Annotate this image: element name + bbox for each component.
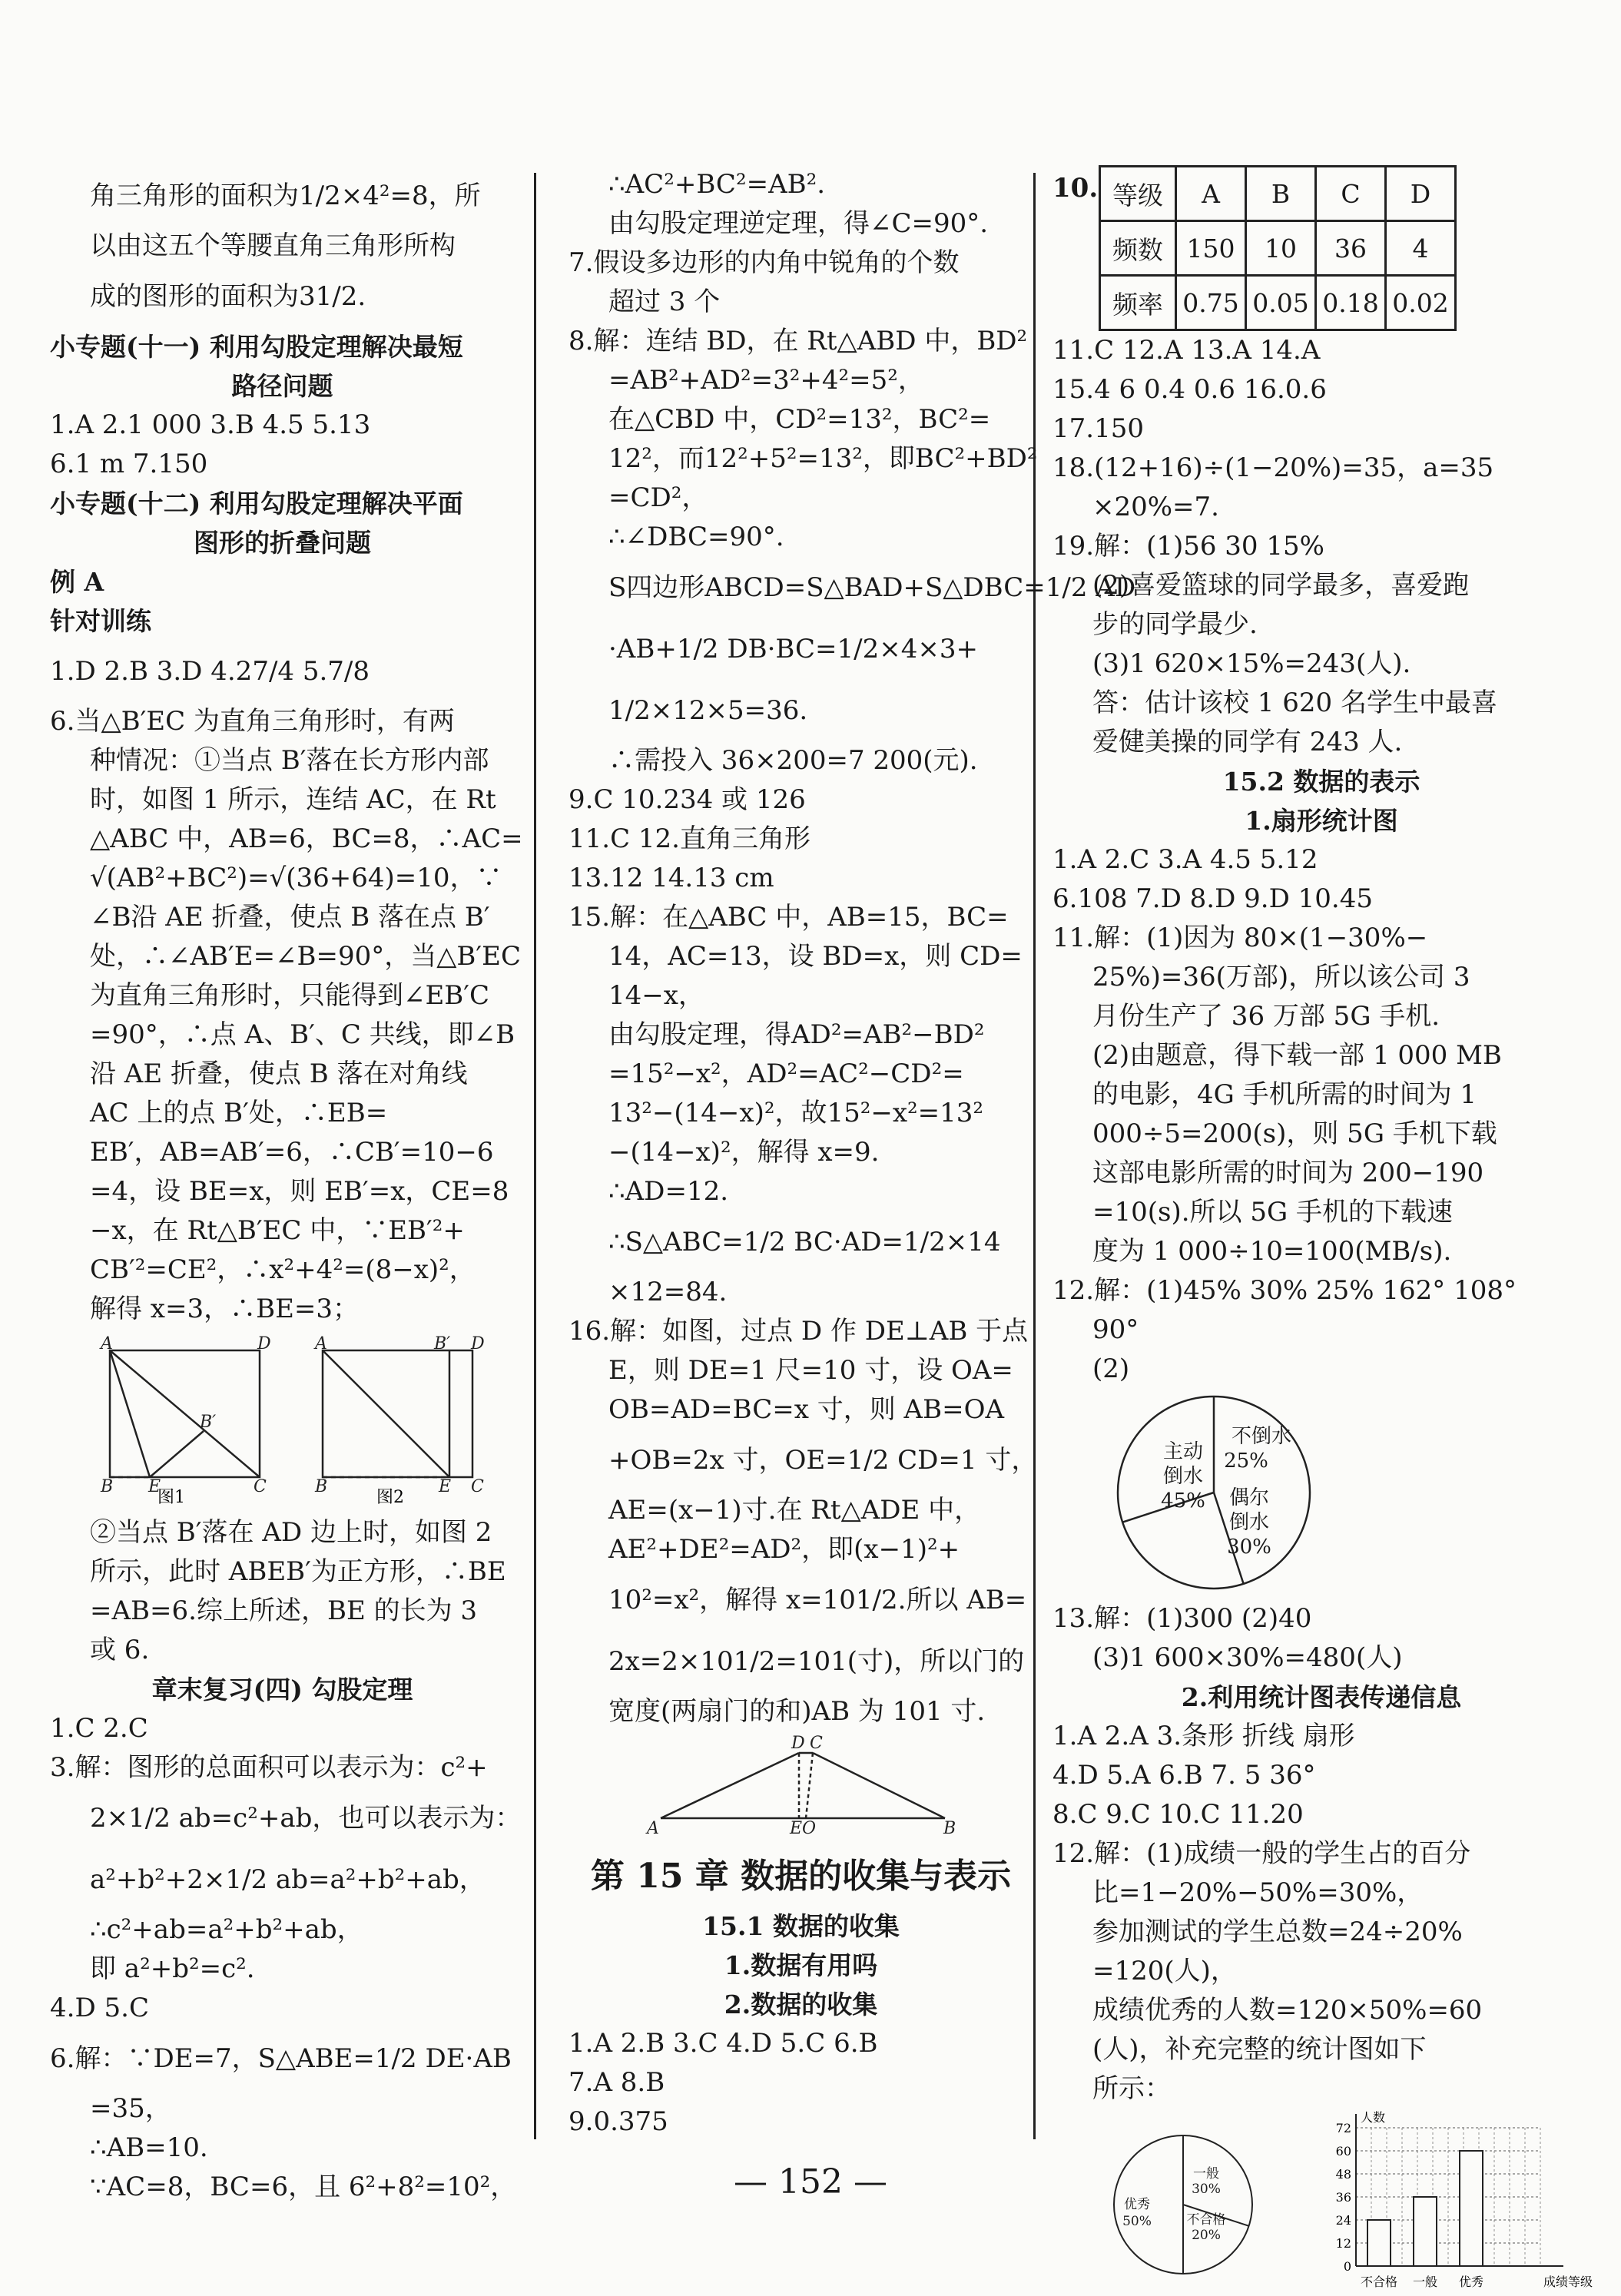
- pie-label: 30%: [1192, 2182, 1221, 2197]
- frequency-table: [1099, 165, 1457, 331]
- text-line: 超过 3 个: [608, 287, 721, 317]
- text-line: =35，: [90, 2093, 171, 2124]
- table-cell: 频数: [1100, 221, 1176, 276]
- text-line: 处，∴∠AB′E=∠B=90°，当△B′EC: [90, 941, 521, 972]
- answer-line: 11.C 12.直角三角形: [569, 823, 810, 854]
- y-tick-label: 60: [1335, 2144, 1351, 2159]
- section-heading: 15.2 数据的表示: [1222, 767, 1420, 797]
- answer-line: 17.150: [1052, 413, 1144, 444]
- answer-line: 1.A 2.C 3.A 4.5 5.12: [1052, 844, 1318, 875]
- text-line: (3)1 620×15%=243(人).: [1092, 648, 1411, 679]
- section-heading: 小专题(十二) 利用勾股定理解决平面: [50, 489, 463, 519]
- text-line: ∴c²+ab=a²+b²+ab，: [90, 1914, 363, 1945]
- text-line: ∠B沿 AE 折叠，使点 B 落在点 B′: [90, 902, 490, 933]
- answer-line: 13.12 14.13 cm: [569, 863, 774, 893]
- answer-line: 1.C 2.C: [50, 1713, 148, 1744]
- y-tick-label: 12: [1335, 2236, 1351, 2251]
- svg-text:B′: B′: [200, 1413, 217, 1432]
- text-line: 比=1−20%−50%=30%，: [1092, 1877, 1424, 1908]
- text-line: 6.解：∵DE=7，S△ABE=1/2 DE·AB: [50, 2043, 512, 2074]
- svg-text:B: B: [315, 1477, 328, 1496]
- text-line: (2): [1092, 1353, 1130, 1384]
- text-line: 为直角三角形时，只能得到∠EB′C: [90, 980, 490, 1011]
- text-line: 种情况：①当点 B′落在长方形内部: [90, 745, 489, 776]
- answer-line: 9.0.375: [569, 2106, 668, 2137]
- pie-label: 优秀: [1124, 2197, 1150, 2212]
- text-line: 13.解：(1)300 (2)40: [1052, 1603, 1312, 1634]
- section-heading: 章末复习(四) 勾股定理: [151, 1675, 413, 1705]
- table-header-cell: 等级: [1100, 167, 1176, 221]
- text-line: 时，如图 1 所示，连结 AC，在 Rt: [90, 784, 496, 815]
- text-line: 19.解：(1)56 30 15%: [1052, 531, 1324, 562]
- x-tick-label: 一般: [1412, 2274, 1438, 2289]
- table-cell: 10: [1246, 221, 1316, 276]
- text-line: =CD²，: [608, 482, 708, 513]
- text-line: 在△CBD 中，CD²=13²，BC²=: [608, 404, 991, 435]
- text-line: 18.(12+16)÷(1−20%)=35，a=35: [1052, 452, 1494, 483]
- section-heading: 小专题(十一) 利用勾股定理解决最短: [50, 332, 463, 362]
- bar: [1414, 2197, 1437, 2266]
- table-cell: 0.02: [1386, 276, 1456, 330]
- answer-line: 15.4 6 0.4 0.6 16.0.6: [1052, 374, 1327, 405]
- text-line: 步的同学最少.: [1092, 609, 1258, 640]
- svg-text:D: D: [257, 1334, 271, 1353]
- table-header-cell: A: [1176, 167, 1246, 221]
- answer-line: 1.A 2.A 3.条形 折线 扇形: [1052, 1721, 1355, 1751]
- text-line: 25%)=36(万部)，所以该公司 3: [1092, 962, 1470, 992]
- text-line: +OB=2x 寸，OE=1/2 CD=1 寸，: [608, 1445, 1038, 1476]
- pie-label: 50%: [1122, 2214, 1152, 2229]
- text-line: 月份生产了 36 万部 5G 手机.: [1092, 1001, 1440, 1032]
- pie-label: 30%: [1227, 1536, 1271, 1559]
- text-line: ∴AD=12.: [608, 1176, 729, 1207]
- chapter-title: 第 15 章 数据的收集与表示: [590, 1857, 1012, 1896]
- text-line: −(14−x)²，解得 x=9.: [608, 1137, 880, 1168]
- answer-line: 1.A 2.1 000 3.B 4.5 5.13: [50, 409, 371, 440]
- section-heading: 15.1 数据的收集: [702, 1911, 900, 1941]
- pie-label: 20%: [1192, 2228, 1221, 2243]
- text-line: 所示，此时 ABEB′为正方形，∴BE: [90, 1556, 506, 1587]
- table-cell: 150: [1176, 221, 1246, 276]
- answer-line: 1.A 2.B 3.C 4.D 5.C 6.B: [569, 2028, 878, 2059]
- text-line: E，则 DE=1 尺=10 寸，设 OA=: [608, 1355, 1013, 1386]
- text-line: 10²=x²，解得 x=101/2.所以 AB=: [608, 1585, 1027, 1615]
- text-line: 1/2×12×5=36.: [608, 695, 808, 726]
- text-line: AC 上的点 B′处，∴EB=: [90, 1098, 388, 1128]
- svg-text:B′: B′: [434, 1334, 451, 1353]
- text-line: ∴AB=10.: [90, 2132, 208, 2163]
- y-tick-label: 36: [1335, 2190, 1351, 2205]
- text-line: 12.解：(1)45% 30% 25% 162° 108°: [1052, 1275, 1517, 1306]
- table-row: [1100, 221, 1456, 276]
- text-line: 3.解：图形的总面积可以表示为：c²+: [50, 1752, 488, 1783]
- text-line: (2)喜爱篮球的同学最多，喜爱跑: [1092, 570, 1470, 601]
- text-line: −x，在 Rt△B′EC 中，∵EB′²+: [90, 1215, 465, 1246]
- answer-line: 11.C 12.A 13.A 14.A: [1052, 335, 1321, 366]
- answer-line: 1.D 2.B 3.D 4.27/4 5.7/8: [50, 656, 370, 687]
- x-tick-label: 优秀: [1458, 2274, 1484, 2289]
- text-line: 角三角形的面积为1/2×4²=8，所: [90, 181, 481, 211]
- text-line: 参加测试的学生总数=24÷20%: [1092, 1917, 1463, 1947]
- pie-label: 不倒水: [1231, 1425, 1292, 1448]
- text-line: S四边形ABCD=S△BAD+S△DBC=1/2 AD: [608, 572, 1136, 603]
- text-line: (2)由题意，得下载一部 1 000 MB: [1092, 1040, 1502, 1071]
- svg-text:B: B: [943, 1819, 956, 1838]
- pie-label: 主动: [1162, 1440, 1204, 1463]
- y-tick-label: 72: [1335, 2121, 1351, 2135]
- text-line: ·AB+1/2 DB·BC=1/2×4×3+: [608, 634, 978, 664]
- svg-text:C: C: [471, 1477, 484, 1496]
- subsection-heading: 2.利用统计图表传递信息: [1181, 1682, 1462, 1712]
- text-line: 宽度(两扇门的和)AB 为 101 寸.: [608, 1696, 986, 1727]
- svg-text:C: C: [254, 1477, 267, 1496]
- text-line: =120(人)，: [1092, 1956, 1237, 1986]
- folding-figures: [50, 1334, 485, 1507]
- text-line: 解得 x=3，∴BE=3；: [90, 1294, 360, 1324]
- answer-line: 4.D 5.C: [50, 1993, 149, 2023]
- svg-text:D: D: [471, 1334, 485, 1353]
- text-line: 的电影，4G 手机所需的时间为 1: [1092, 1079, 1477, 1110]
- text-line: 15.解：在△ABC 中，AB=15，BC=: [569, 902, 1009, 933]
- pie-label: 45%: [1161, 1489, 1205, 1512]
- text-line: ∴∠DBC=90°.: [608, 522, 784, 552]
- svg-text:A: A: [101, 1334, 113, 1353]
- text-line: 以由这五个等腰直角三角形所构: [90, 230, 456, 261]
- subsection-heading: 2.数据的收集: [724, 1990, 878, 2019]
- text-line: 12.解：(1)成绩一般的学生占的百分: [1052, 1838, 1471, 1869]
- section-heading: 路径问题: [231, 371, 333, 401]
- table-cell: 4: [1386, 221, 1456, 276]
- text-line: 成的图形的面积为31/2.: [90, 281, 366, 312]
- x-axis-label: 成绩等级: [1543, 2274, 1593, 2289]
- answer-line: 6.108 7.D 8.D 9.D 10.45: [1052, 883, 1373, 914]
- text-line: ×12=84.: [608, 1277, 728, 1307]
- text-line: ∴需投入 36×200=7 200(元).: [608, 745, 978, 776]
- text-line: =90°，∴点 A、B′、C 共线，即∠B: [90, 1019, 515, 1050]
- text-line: 13²−(14−x)²，故15²−x²=13²: [608, 1098, 984, 1128]
- text-line: 14−x，: [608, 980, 704, 1011]
- text-line: 6.当△B′EC 为直角三角形时，有两: [50, 706, 455, 737]
- text-line: 11.解：(1)因为 80×(1−30%−: [1052, 923, 1428, 953]
- x-tick-label: 不合格: [1360, 2274, 1398, 2289]
- text-line: (3)1 600×30%=480(人): [1092, 1642, 1403, 1673]
- svg-text:A: A: [315, 1334, 327, 1353]
- text-line: =15²−x²，AD²=AC²−CD²=: [608, 1059, 964, 1089]
- svg-text:B: B: [101, 1477, 114, 1496]
- text-line: EB′，AB=AB′=6，∴CB′=10−6: [90, 1137, 494, 1168]
- text-line: 90°: [1092, 1314, 1139, 1345]
- pie-label: 倒水: [1228, 1511, 1270, 1534]
- figure-1-caption: 图1: [157, 1488, 185, 1507]
- answer-line: 9.C 10.234 或 126: [569, 784, 806, 815]
- text-line: 沿 AE 折叠，使点 B 落在对角线: [90, 1059, 468, 1089]
- svg-text:EO: EO: [790, 1819, 817, 1838]
- text-line: △ABC 中，AB=6，BC=8，∴AC=: [90, 823, 523, 854]
- example-label: 例 A: [50, 567, 104, 597]
- text-line: ∴S△ABC=1/2 BC·AD=1/2×14: [608, 1227, 1001, 1257]
- text-line: 7.假设多边形的内角中锐角的个数: [569, 247, 960, 278]
- y-tick-label: 24: [1335, 2213, 1351, 2228]
- y-tick-label: 48: [1335, 2167, 1351, 2182]
- y-tick-label: 0: [1343, 2259, 1351, 2274]
- text-line: =10(s).所以 5G 手机的下载速: [1092, 1197, 1453, 1228]
- text-line: 即 a²+b²=c².: [90, 1953, 255, 1984]
- column-3: [1052, 165, 1593, 2296]
- answer-line: 8.C 9.C 10.C 11.20: [1052, 1799, 1304, 1830]
- answer-line: 7.A 8.B: [569, 2067, 665, 2098]
- text-line: =4，设 BE=x，则 EB′=x，CE=8: [90, 1176, 509, 1207]
- table-cell: 0.75: [1176, 276, 1246, 330]
- table-cell: 频率: [1100, 276, 1176, 330]
- bar: [1367, 2220, 1391, 2266]
- text-line: 12²，而12²+5²=13²，即BC²+BD²: [608, 443, 1038, 474]
- table-cell: 36: [1316, 221, 1386, 276]
- page-number: — 152 —: [734, 2162, 887, 2202]
- text-line: 爱健美操的同学有 243 人.: [1092, 727, 1403, 757]
- subsection-heading: 1.数据有用吗: [724, 1950, 878, 1980]
- training-label: 针对训练: [50, 606, 151, 636]
- figure-2-caption: 图2: [376, 1488, 404, 1507]
- pie-label: 25%: [1224, 1449, 1268, 1473]
- text-line: 度为 1 000÷10=100(MB/s).: [1092, 1236, 1452, 1267]
- text-line: OB=AD=BC=x 寸，则 AB=OA: [608, 1394, 1005, 1425]
- table-cell: 0.18: [1316, 276, 1386, 330]
- table-header-cell: C: [1316, 167, 1386, 221]
- table-header-cell: B: [1246, 167, 1316, 221]
- text-line: AE²+DE²=AD²，即(x−1)²+: [608, 1534, 960, 1565]
- question-10: [1052, 165, 1590, 331]
- svg-text:E: E: [148, 1477, 161, 1496]
- answer-line: 4.D 5.A 6.B 7. 5 36°: [1052, 1760, 1316, 1791]
- text-line: CB′²=CE²，∴x²+4²=(8−x)²，: [90, 1254, 476, 1285]
- subsection-heading: 1.扇形统计图: [1245, 806, 1398, 836]
- text-line: 由勾股定理逆定理，得∠C=90°.: [608, 208, 989, 239]
- text-line: 16.解：如图，过点 D 作 DE⊥AB 于点: [569, 1316, 1029, 1347]
- text-line: 2×1/2 ab=c²+ab，也可以表示为：: [90, 1803, 522, 1834]
- svg-text:C: C: [810, 1734, 823, 1753]
- pie-label: 倒水: [1162, 1465, 1204, 1488]
- text-line: (人)，补充完整的统计图如下: [1092, 2034, 1427, 2065]
- svg-text:A: A: [647, 1819, 659, 1838]
- table-header-cell: D: [1386, 167, 1456, 221]
- text-line: √(AB²+BC²)=√(36+64)=10，∵: [90, 863, 502, 893]
- text-line: ∵AC=8，BC=6，且 6²+8²=10²，: [90, 2172, 517, 2202]
- section-heading: 图形的折叠问题: [194, 528, 371, 558]
- svg-text:D: D: [791, 1734, 805, 1753]
- column-divider-1: [534, 173, 536, 2139]
- text-line: 由勾股定理，得AD²=AB²−BD²: [608, 1019, 985, 1050]
- text-line: 2x=2×101/2=101(寸)，所以门的: [608, 1646, 1025, 1677]
- question-10-label: 10.: [1052, 173, 1099, 204]
- svg-text:E: E: [439, 1477, 452, 1496]
- text-line: 成绩优秀的人数=120×50%=60: [1092, 1995, 1483, 2026]
- table-cell: 0.05: [1246, 276, 1316, 330]
- text-line: =AB=6.综上所述，BE 的长为 3: [90, 1595, 478, 1626]
- text-line: 所示：: [1092, 2073, 1171, 2104]
- text-line: =AB²+AD²=3²+4²=5²，: [608, 365, 924, 396]
- pie-label: 偶尔: [1228, 1486, 1270, 1509]
- text-line: 或 6.: [90, 1635, 150, 1665]
- text-line: a²+b²+2×1/2 ab=a²+b²+ab，: [90, 1864, 486, 1895]
- text-line: AE=(x−1)寸.在 Rt△ADE 中，: [608, 1495, 981, 1526]
- text-line: 答：估计该校 1 620 名学生中最喜: [1092, 687, 1497, 718]
- y-axis-label: 人数: [1361, 2110, 1386, 2125]
- text-line: 8.解：连结 BD，在 Rt△ABD 中，BD²: [569, 326, 1028, 356]
- door-figure: [569, 1734, 1029, 1838]
- text-line: ∴AC²+BC²=AB².: [608, 169, 826, 200]
- pie-chart-water: [1052, 1389, 1575, 1596]
- column-1: [50, 165, 523, 2207]
- pie-label: 一般: [1193, 2166, 1219, 2182]
- table-row: [1100, 167, 1456, 221]
- text-line: ②当点 B′落在 AD 边上时，如图 2: [90, 1517, 492, 1548]
- text-line: 这部电影所需的时间为 200−190: [1092, 1158, 1484, 1188]
- text-line: 000÷5=200(s)，则 5G 手机下载: [1092, 1118, 1497, 1149]
- pie-label: 不合格: [1186, 2212, 1226, 2228]
- answer-line: 6.1 m 7.150: [50, 449, 208, 479]
- table-row: [1100, 276, 1456, 330]
- text-line: 14，AC=13，设 BD=x，则 CD=: [608, 941, 1023, 972]
- text-line: ×20%=7.: [1092, 492, 1219, 522]
